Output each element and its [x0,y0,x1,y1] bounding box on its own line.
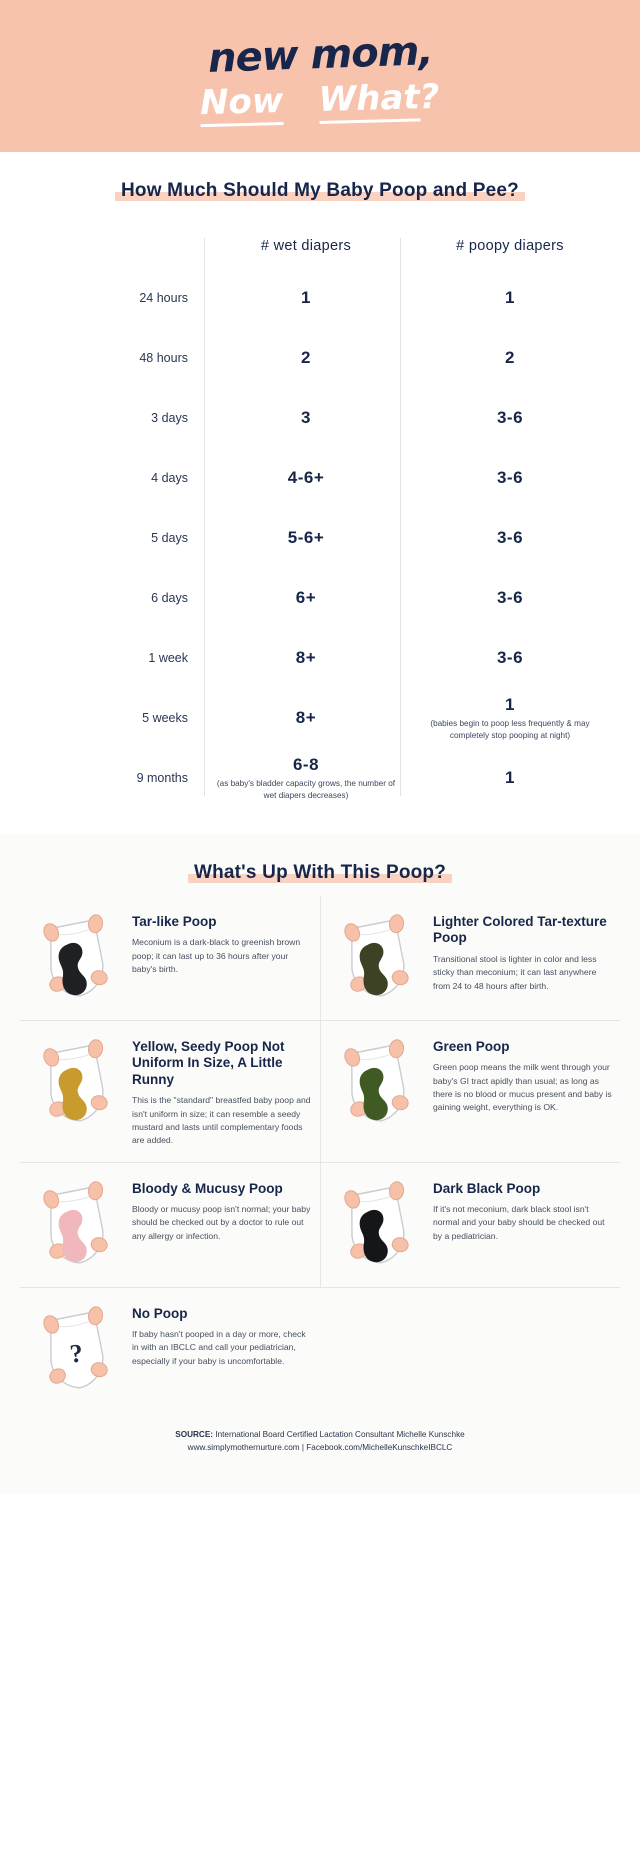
table-cell-wet [204,588,408,608]
poop-card-title: Bloody & Mucusy Poop [132,1180,283,1196]
table-cell-poopy-value: 3-6 [496,648,524,667]
diaper-icon-question [28,1302,124,1398]
table-cell-poopy [408,348,612,368]
poop-card-title: Yellow, Seedy Poop Not Uniform In Size, A Little Runny [132,1039,285,1087]
table-row [28,448,612,508]
poop-card [320,896,620,1021]
table-cell-poopy [408,695,612,740]
table-cell-poopy-value: 3-6 [496,528,524,547]
table-row-age: 1 week [148,651,188,665]
table-cell-poopy-value: 1 [505,695,515,715]
poop-card-body: Meconium is a dark-black to greenish brown poop; it can last up to 36 hours after your baby's birth. [132,937,301,975]
poop-card-body: Bloody or mucusy poop isn't normal; your baby should be checked out by a doctor to rule out any allergy or infection. [132,1204,311,1241]
table-cell-poopy-value: 3-6 [496,408,524,427]
section-two-title: What's Up With This Poop? [188,862,452,884]
table-row-age: 3 days [151,411,188,425]
table-cell-wet-value: 6+ [295,588,317,607]
footer [0,1412,640,1476]
table-cell-wet-note: (as baby's bladder capacity grows, the number of wet diapers decreases) [216,779,396,800]
poop-card-text [425,1177,612,1273]
poop-types-section [0,834,640,1494]
table-cell-wet [204,408,408,428]
table-header-wet: # wet diapers [260,238,352,254]
poop-card [20,896,320,1021]
table-row [28,388,612,448]
table-divider-left [204,238,205,796]
table-cell-wet-value: 3 [301,408,311,427]
table-cell-wet-value: 8+ [295,708,317,727]
table-cell-poopy-note: (babies begin to poop less frequently & may completely stop pooping at night) [430,719,590,740]
header-question-mark: ? [419,76,441,118]
table-cell-wet-value: 1 [301,288,311,307]
table-cell-poopy [408,408,612,428]
header-title-line1: new mom, [207,28,433,82]
table-row [28,328,612,388]
table-row-age: 24 hours [139,291,188,305]
table-row [28,628,612,688]
diaper-icon-green [329,1035,425,1131]
diaper-icon-yellow-seedy [28,1035,124,1131]
poop-card [20,1163,320,1288]
poop-card-title: Green Poop [433,1039,510,1054]
svg-text:?: ? [68,1338,85,1369]
table-cell-poopy [408,588,612,608]
poop-card-body: Green poop means the milk went through your baby's GI tract apidly than usual; as long as there is no blood or mucus present and baby is gaining weight, everything is OK. [433,1062,612,1113]
poop-card-text [124,1035,312,1148]
diaper-icon-bloody-mucusy [28,1177,124,1273]
poop-card-text [124,1177,312,1273]
poop-card-text [124,910,312,1006]
poop-card-title: Lighter Colored Tar-texture Poop [433,914,607,946]
diaper-icon-dark-tar [28,910,124,1006]
section-one-title-wrap [0,152,640,208]
table-cell-wet-value: 8+ [295,648,317,667]
table-cell-poopy [408,288,612,308]
poop-card-body: This is the "standard" breastfed baby poop and isn't uniform in size; it can resemble a seedy mustard and lasts until complementary foods are added. [132,1095,311,1146]
table-cell-poopy-value: 2 [505,348,515,367]
diaper-count-table [0,224,640,808]
table-cell-wet [204,528,408,548]
table-cell-poopy-value: 1 [505,768,515,787]
footer-source [30,1428,610,1441]
poop-card-title: Dark Black Poop [433,1180,541,1196]
section-one-title: How Much Should My Baby Poop and Pee? [115,180,525,202]
footer-source-label: SOURCE: [175,1429,214,1439]
table-cell-wet-value: 6-8 [292,755,320,775]
table-cell-wet [204,348,408,368]
poop-card-body: Transitional stool is lighter in color and less sticky than meconium; it can last anywhere from 24 to 48 hours after birth. [433,953,597,991]
diaper-icon-dark-black [329,1177,425,1273]
table-row-age: 6 days [151,591,188,605]
table-cell-poopy-value: 3-6 [496,468,524,487]
table-row [28,748,612,808]
table-cell-wet-value: 4-6+ [287,468,325,487]
header-word-now: Now [200,81,284,127]
table-divider-right [400,238,401,796]
poop-card-grid [0,890,640,1412]
poop-card-body: If it's not meconium, dark black stool isn't normal and your baby should be checked out by a pediatrician. [433,1204,605,1241]
poop-card [20,1021,320,1163]
header-title-line2 [200,77,440,123]
table-header-row [28,224,612,268]
table-cell-wet-value: 5-6+ [287,528,325,547]
header-banner [0,0,640,152]
header-word-what: What [319,77,421,124]
table-cell-wet [204,648,408,668]
section-two-title-wrap [0,834,640,890]
diaper-icon-lighter-tar [329,910,425,1006]
poop-card-text [425,910,612,1006]
poop-card-text [124,1302,312,1398]
poop-card-text [425,1035,612,1148]
table-row [28,508,612,568]
table-row [28,688,612,748]
table-row-age: 9 months [136,771,188,785]
table-cell-poopy [408,528,612,548]
table-row [28,268,612,328]
table-cell-wet [204,755,408,800]
table-cell-poopy [408,468,612,488]
table-row-age: 5 weeks [142,711,188,725]
table-header-poopy: # poopy diapers [456,238,564,254]
poop-card [20,1288,320,1412]
table-cell-poopy [408,768,612,788]
table-cell-poopy-value: 3-6 [496,588,524,607]
poop-card [320,1021,620,1163]
table-cell-wet [204,468,408,488]
table-cell-wet-value: 2 [301,348,311,367]
table-row-age: 4 days [151,471,188,485]
table-cell-wet [204,288,408,308]
footer-source-text: International Board Certified Lactation Consultant Michelle Kunschke [215,1429,465,1439]
table-cell-wet [204,708,408,728]
footer-links[interactable]: www.simplymothernurture.com | Facebook.com/MichelleKunschkeIBCLC [187,1442,453,1452]
table-row [28,568,612,628]
poop-card [320,1163,620,1288]
table-row-age: 5 days [151,531,188,545]
poop-card-body: If baby hasn't pooped in a day or more, check in with an IBCLC and call your pediatrician, especially if your baby is uncomfortable. [132,1329,306,1366]
poop-card-title: Tar-like Poop [132,914,217,929]
table-cell-poopy [408,648,612,668]
poop-card-title: No Poop [132,1305,188,1321]
table-cell-poopy-value: 1 [505,288,515,307]
table-row-age: 48 hours [139,351,188,365]
